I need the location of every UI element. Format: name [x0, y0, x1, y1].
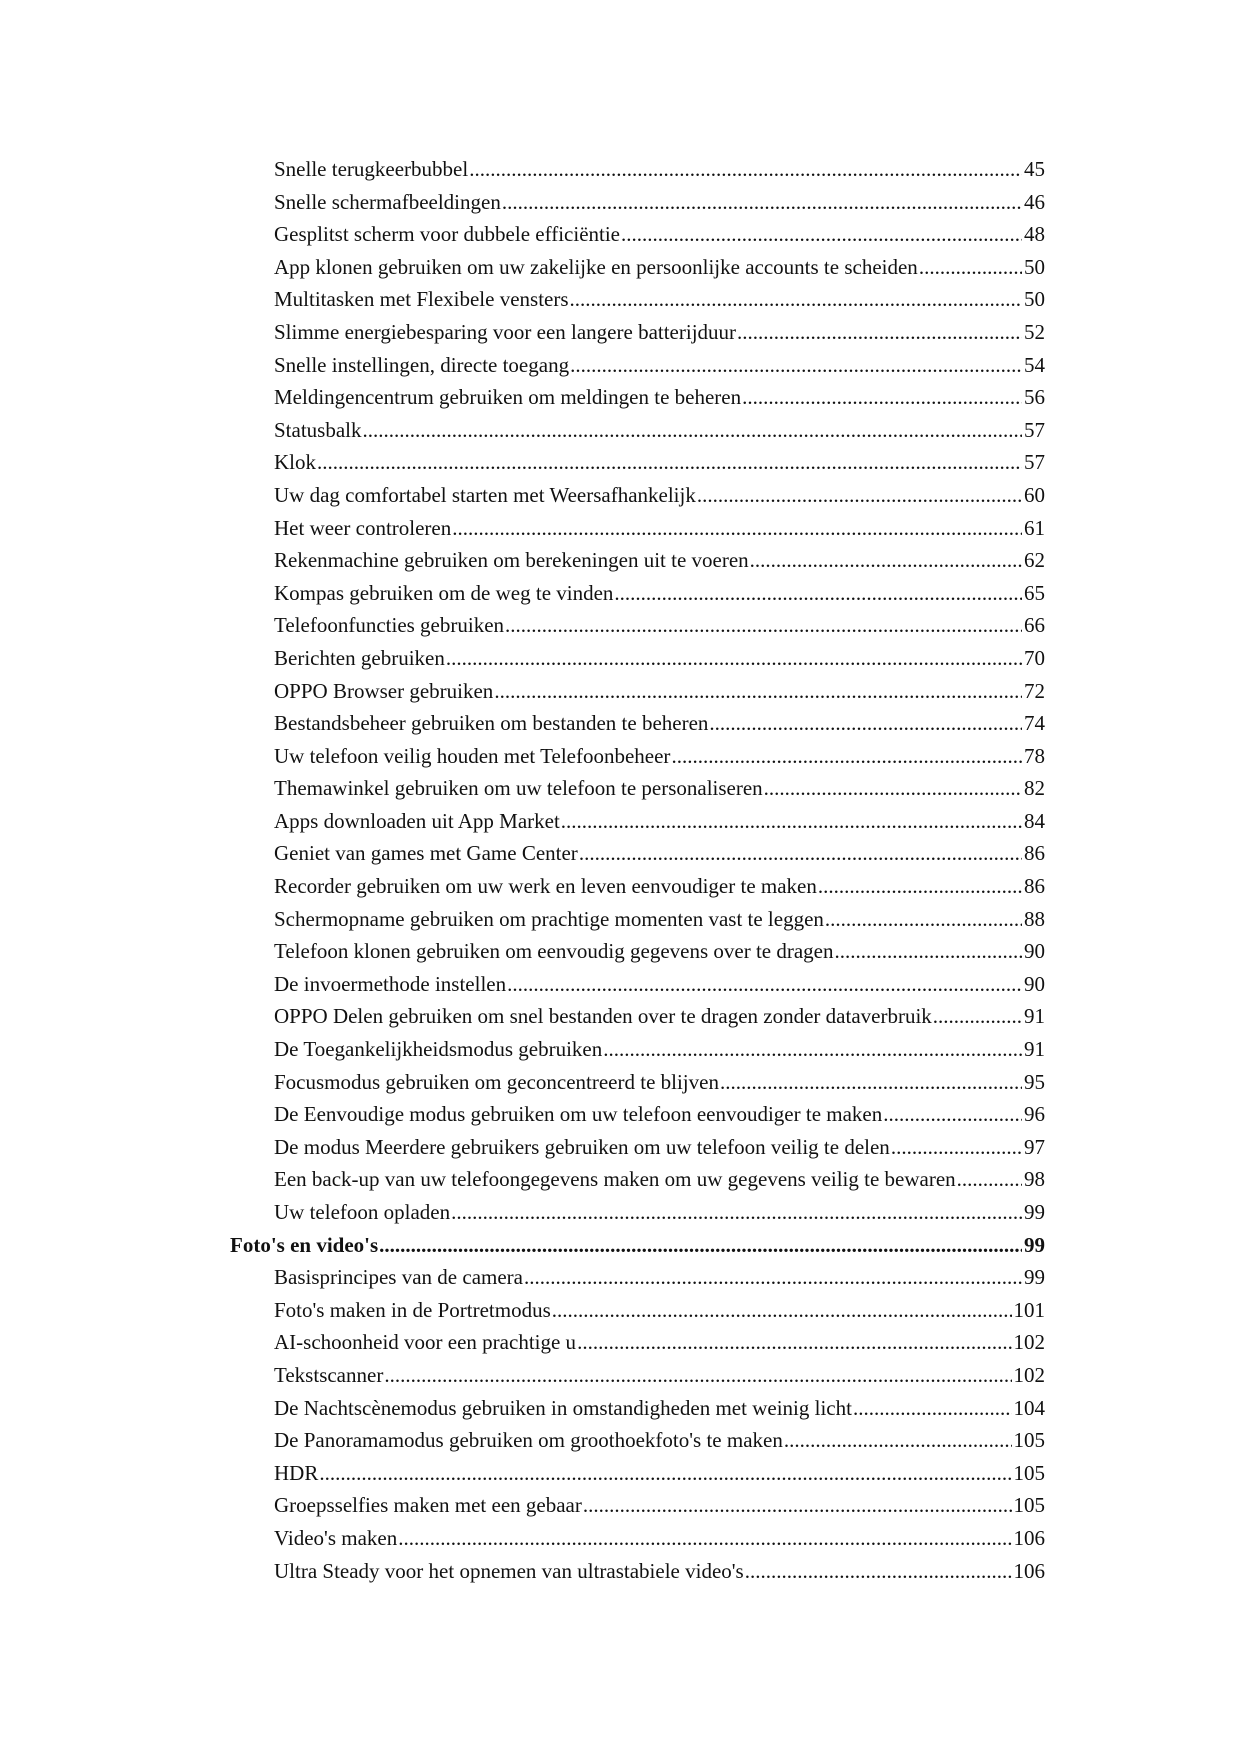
toc-dot-leader	[853, 1392, 1012, 1425]
toc-entry[interactable]	[230, 1196, 1045, 1229]
toc-page-number: 50	[1024, 287, 1045, 312]
toc-dot-leader	[603, 1033, 1022, 1066]
toc-entry-title: Foto's maken in de Portretmodus	[274, 1297, 551, 1322]
toc-page-number: 70	[1024, 645, 1045, 670]
toc-page-number: 101	[1013, 1297, 1045, 1322]
toc-entry-title: Basisprincipes van de camera	[274, 1265, 523, 1290]
toc-dot-leader	[317, 446, 1022, 479]
toc-page-number: 65	[1024, 580, 1045, 605]
toc-dot-leader	[452, 512, 1022, 545]
toc-page-number: 97	[1024, 1134, 1045, 1159]
toc-page-number: 72	[1024, 678, 1045, 703]
toc-page-number: 90	[1024, 971, 1045, 996]
toc-entry-title: Statusbalk	[274, 417, 362, 442]
toc-entry[interactable]	[230, 1359, 1045, 1392]
toc-entry[interactable]	[230, 414, 1045, 447]
toc-entry-title: De Panoramamodus gebruiken om groothoekfoto's te maken	[274, 1428, 783, 1453]
toc-dot-leader	[825, 903, 1022, 936]
toc-page-number: 82	[1024, 776, 1045, 801]
toc-page-number: 78	[1024, 743, 1045, 768]
toc-dot-leader	[933, 1000, 1022, 1033]
toc-page-number: 45	[1024, 157, 1045, 181]
toc-page-number: 84	[1024, 808, 1045, 833]
toc-entry-title: Apps downloaden uit App Market	[274, 808, 560, 833]
toc-entry-title: Een back-up van uw telefoongegevens maken om uw gegevens veilig te bewaren	[274, 1167, 956, 1192]
toc-dot-leader	[750, 544, 1022, 577]
toc-page-number: 98	[1024, 1167, 1045, 1192]
toc-entry-title: Recorder gebruiken om uw werk en leven eenvoudiger te maken	[274, 874, 817, 899]
toc-dot-leader	[507, 968, 1022, 1001]
toc-entry[interactable]	[230, 609, 1045, 642]
toc-page-number: 50	[1024, 254, 1045, 279]
toc-entry[interactable]	[230, 1522, 1045, 1555]
table-of-contents	[230, 153, 1045, 1587]
toc-page-number: 102	[1013, 1330, 1045, 1355]
toc-entry[interactable]	[230, 1131, 1045, 1164]
toc-dot-leader	[745, 1555, 1012, 1588]
toc-entry-title: Klok	[274, 450, 316, 475]
toc-page-number: 105	[1013, 1493, 1045, 1518]
toc-dot-leader	[451, 1196, 1022, 1229]
toc-page-number: 57	[1024, 450, 1045, 475]
toc-entry[interactable]	[230, 349, 1045, 382]
toc-page-number: 96	[1024, 1102, 1045, 1127]
toc-entry[interactable]	[230, 1489, 1045, 1522]
toc-entry[interactable]	[230, 479, 1045, 512]
toc-entry-title: Focusmodus gebruiken om geconcentreerd te blijven	[274, 1069, 719, 1094]
toc-entry-title: Snelle schermafbeeldingen	[274, 189, 501, 214]
toc-entry[interactable]	[230, 772, 1045, 805]
toc-entry-title: Uw dag comfortabel starten met Weersafhankelijk	[274, 482, 696, 507]
toc-entry[interactable]	[230, 316, 1045, 349]
toc-dot-leader	[784, 1424, 1012, 1457]
toc-dot-leader	[818, 870, 1022, 903]
toc-page-number: 105	[1013, 1460, 1045, 1485]
toc-entry[interactable]	[230, 186, 1045, 219]
toc-dot-leader	[469, 153, 1022, 186]
toc-entry[interactable]	[230, 1326, 1045, 1359]
toc-entry[interactable]	[230, 1555, 1045, 1588]
toc-page-number: 99	[1024, 1265, 1045, 1290]
toc-entry-title: Uw telefoon veilig houden met Telefoonbeheer	[274, 743, 671, 768]
toc-dot-leader	[583, 1489, 1012, 1522]
toc-dot-leader	[319, 1457, 1011, 1490]
toc-entry-title: Tekstscanner	[274, 1362, 384, 1387]
toc-page-number: 52	[1024, 319, 1045, 344]
toc-dot-leader	[957, 1163, 1022, 1196]
toc-entry[interactable]	[230, 837, 1045, 870]
toc-entry[interactable]	[230, 577, 1045, 610]
toc-entry-title: De Eenvoudige modus gebruiken om uw telefoon eenvoudiger te maken	[274, 1102, 883, 1127]
toc-entry[interactable]	[230, 968, 1045, 1001]
toc-entry-title: Groepsselfies maken met een gebaar	[274, 1493, 582, 1518]
toc-entry[interactable]	[230, 1261, 1045, 1294]
toc-page-number: 86	[1024, 874, 1045, 899]
toc-dot-leader	[524, 1261, 1022, 1294]
toc-dot-leader	[697, 479, 1022, 512]
toc-entry[interactable]	[230, 218, 1045, 251]
toc-page-number: 86	[1024, 841, 1045, 866]
toc-entry[interactable]	[230, 544, 1045, 577]
toc-page-number: 74	[1024, 711, 1045, 736]
toc-page-number: 56	[1024, 385, 1045, 410]
toc-entry-title: Ultra Steady voor het opnemen van ultrastabiele video's	[274, 1558, 744, 1583]
toc-entry-title: Berichten gebruiken	[274, 645, 445, 670]
toc-page-number: 54	[1024, 352, 1045, 377]
toc-entry[interactable]	[230, 1098, 1045, 1131]
toc-entry[interactable]	[230, 1163, 1045, 1196]
toc-entry[interactable]	[230, 1424, 1045, 1457]
toc-entry-title: Snelle terugkeerbubbel	[274, 157, 469, 181]
toc-page-number: 91	[1024, 1004, 1045, 1029]
toc-page-number: 91	[1024, 1037, 1045, 1062]
toc-entry[interactable]	[230, 251, 1045, 284]
toc-dot-leader	[709, 707, 1022, 740]
toc-dot-leader	[764, 772, 1022, 805]
toc-entry-title: Gesplitst scherm voor dubbele efficiëntie	[274, 222, 621, 247]
toc-dot-leader	[379, 1229, 1022, 1262]
toc-entry[interactable]	[230, 1457, 1045, 1490]
toc-entry-title: De Nachtscènemodus gebruiken in omstandigheden met weinig licht	[274, 1395, 852, 1420]
toc-dot-leader	[570, 283, 1022, 316]
toc-entry-title: Foto's en video's	[230, 1232, 379, 1257]
toc-page-number: 60	[1024, 482, 1045, 507]
toc-entry[interactable]	[230, 446, 1045, 479]
toc-entry-title: App klonen gebruiken om uw zakelijke en persoonlijke accounts te scheiden	[274, 254, 918, 279]
toc-dot-leader	[363, 414, 1023, 447]
toc-dot-leader	[835, 935, 1022, 968]
toc-entry-title: Snelle instellingen, directe toegang	[274, 352, 570, 377]
toc-entry[interactable]	[230, 903, 1045, 936]
toc-entry[interactable]	[230, 1066, 1045, 1099]
toc-entry[interactable]	[230, 1000, 1045, 1033]
toc-dot-leader	[561, 805, 1022, 838]
toc-page-number: 106	[1013, 1525, 1045, 1550]
toc-entry-title: De Toegankelijkheidsmodus gebruiken	[274, 1037, 603, 1062]
toc-page-number: 48	[1024, 222, 1045, 247]
toc-entry-title: OPPO Delen gebruiken om snel bestanden over te dragen zonder dataverbruik	[274, 1004, 932, 1029]
toc-entry[interactable]	[230, 512, 1045, 545]
toc-dot-leader	[384, 1359, 1011, 1392]
toc-page-number: 90	[1024, 939, 1045, 964]
toc-dot-leader	[502, 186, 1022, 219]
toc-entry-title: Telefoonfuncties gebruiken	[274, 613, 505, 638]
toc-section-heading[interactable]	[230, 1229, 1045, 1262]
toc-dot-leader	[614, 577, 1022, 610]
toc-entry[interactable]	[230, 153, 1045, 186]
toc-entry-title: De invoermethode instellen	[274, 971, 507, 996]
toc-entry[interactable]	[230, 805, 1045, 838]
toc-page-number: 95	[1024, 1069, 1045, 1094]
toc-entry[interactable]	[230, 1033, 1045, 1066]
toc-dot-leader	[446, 642, 1022, 675]
toc-dot-leader	[577, 1326, 1011, 1359]
toc-dot-leader	[742, 381, 1022, 414]
toc-dot-leader	[891, 1131, 1022, 1164]
toc-dot-leader	[737, 316, 1022, 349]
toc-entry[interactable]	[230, 740, 1045, 773]
toc-entry-title: HDR	[274, 1460, 319, 1485]
toc-page-number: 57	[1024, 417, 1045, 442]
toc-page-number: 102	[1013, 1362, 1045, 1387]
toc-entry-title: Geniet van games met Game Center	[274, 841, 578, 866]
toc-entry-title: Het weer controleren	[274, 515, 452, 540]
toc-entry-title: Uw telefoon opladen	[274, 1200, 451, 1224]
toc-page-number: 88	[1024, 906, 1045, 931]
toc-entry[interactable]	[230, 870, 1045, 903]
toc-entry-title: Bestandsbeheer gebruiken om bestanden te beheren	[274, 711, 709, 736]
toc-entry-title: Slimme energiebesparing voor een langere batterijduur	[274, 319, 737, 344]
toc-dot-leader	[552, 1294, 1012, 1327]
toc-entry[interactable]	[230, 935, 1045, 968]
toc-entry-title: Schermopname gebruiken om prachtige momenten vast te leggen	[274, 906, 824, 931]
toc-dot-leader	[671, 740, 1022, 773]
toc-page-number: 66	[1024, 613, 1045, 638]
toc-entry-title: Meldingencentrum gebruiken om meldingen te beheren	[274, 385, 742, 410]
toc-page-number: 46	[1024, 189, 1045, 214]
toc-dot-leader	[621, 218, 1022, 251]
toc-dot-leader	[919, 251, 1022, 284]
toc-entry-title: AI-schoonheid voor een prachtige u	[274, 1330, 577, 1355]
toc-entry-title: Telefoon klonen gebruiken om eenvoudig gegevens over te dragen	[274, 939, 834, 964]
toc-entry-title: Themawinkel gebruiken om uw telefoon te personaliseren	[274, 776, 763, 801]
toc-dot-leader	[494, 675, 1022, 708]
toc-entry[interactable]	[230, 642, 1045, 675]
toc-page-number: 61	[1024, 515, 1045, 540]
toc-entry[interactable]	[230, 283, 1045, 316]
toc-dot-leader	[883, 1098, 1022, 1131]
toc-dot-leader	[505, 609, 1022, 642]
toc-dot-leader	[720, 1066, 1022, 1099]
toc-entry-title: De modus Meerdere gebruikers gebruiken om uw telefoon veilig te delen	[274, 1134, 890, 1159]
toc-page-number: 99	[1024, 1200, 1045, 1224]
toc-entry-title: OPPO Browser gebruiken	[274, 678, 494, 703]
toc-entry[interactable]	[230, 675, 1045, 708]
toc-entry-title: Rekenmachine gebruiken om berekeningen uit te voeren	[274, 548, 749, 573]
toc-entry-title: Video's maken	[274, 1525, 398, 1550]
toc-page-number: 106	[1013, 1558, 1045, 1583]
toc-dot-leader	[398, 1522, 1011, 1555]
toc-page-number: 105	[1013, 1428, 1045, 1453]
toc-entry[interactable]	[230, 707, 1045, 740]
toc-entry[interactable]	[230, 1392, 1045, 1425]
toc-entry[interactable]	[230, 1294, 1045, 1327]
toc-dot-leader	[579, 837, 1022, 870]
toc-page-number: 104	[1013, 1395, 1045, 1420]
toc-entry-title: Kompas gebruiken om de weg te vinden	[274, 580, 614, 605]
toc-page-number: 99	[1024, 1232, 1045, 1257]
toc-entry[interactable]	[230, 381, 1045, 414]
toc-dot-leader	[570, 349, 1022, 382]
toc-entry-title: Multitasken met Flexibele vensters	[274, 287, 569, 312]
toc-page-number: 62	[1024, 548, 1045, 573]
